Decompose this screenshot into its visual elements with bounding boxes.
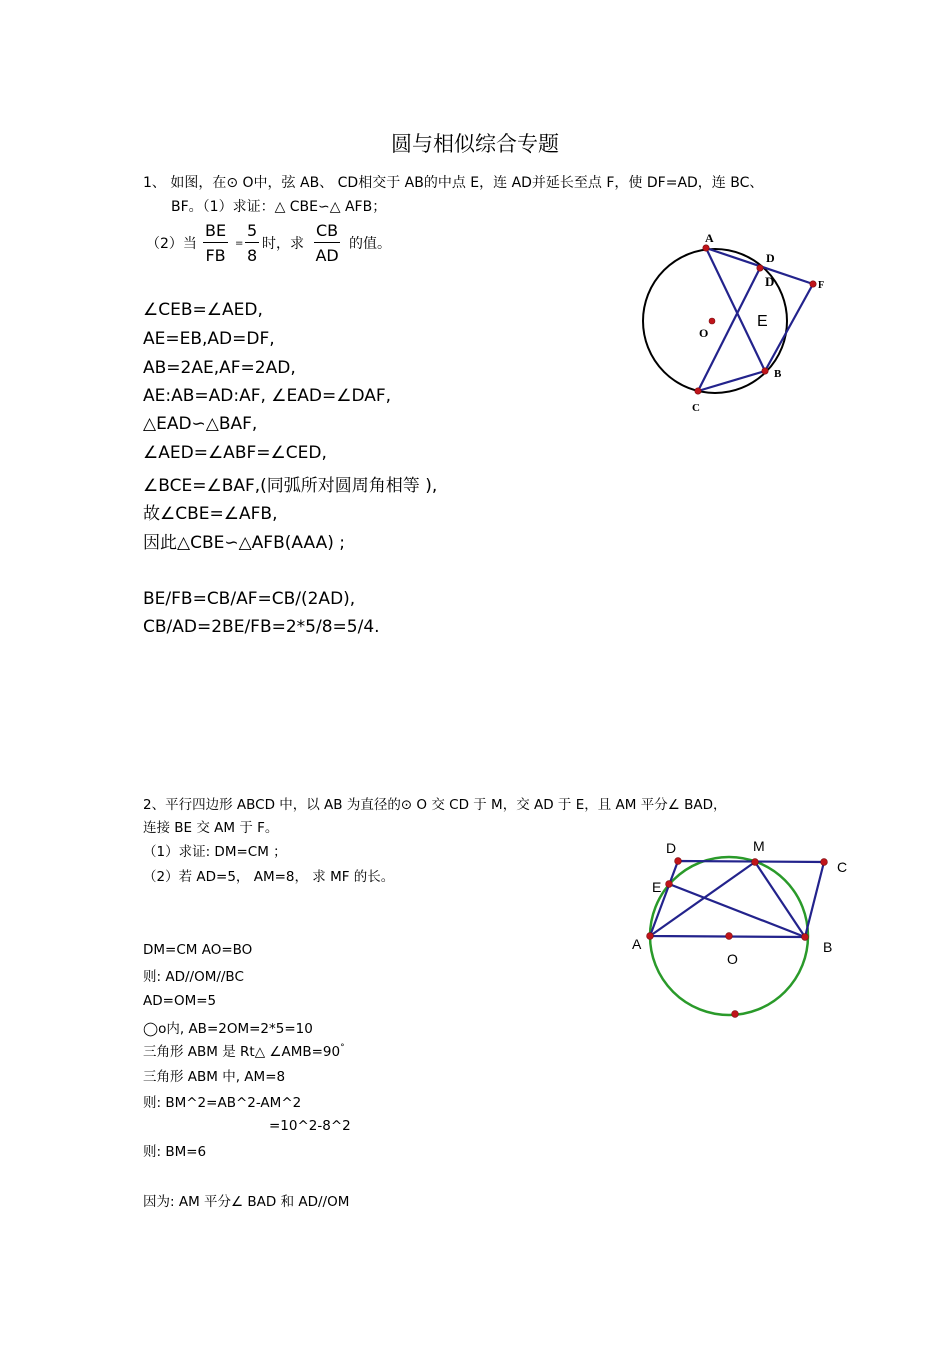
label-a: A bbox=[705, 231, 714, 245]
fraction-5-8 bbox=[245, 221, 259, 265]
point-a bbox=[703, 245, 709, 251]
solution1-line: AE:AB=AD:AF, ∠EAD=∠DAF, bbox=[143, 386, 392, 406]
point-bottom bbox=[732, 1011, 739, 1018]
point-c bbox=[695, 388, 701, 394]
solution2-line: AD=OM=5 bbox=[143, 993, 217, 1009]
label-f: F bbox=[818, 280, 825, 291]
point-m bbox=[752, 859, 759, 866]
segment-mb bbox=[755, 862, 805, 937]
problem1-line1: 1、 如图，在⊙ O中，弦 AB、 CD相交于 AB的中点 E，连 AD并延长至点 F，使 DF=AD，连 BC、 bbox=[143, 175, 764, 191]
label-o: O bbox=[727, 951, 738, 967]
solution1-line: BE/FB=CB/AF=CB/(2AD), bbox=[143, 589, 356, 609]
point-o bbox=[709, 318, 715, 324]
solution2-line bbox=[143, 1040, 345, 1060]
problem2-line1: 2、平行四边形 ABCD 中，以 AB 为直径的⊙ O 交 CD 于 M，交 AD 于 E，且 AM 平分∠ BAD， bbox=[143, 797, 727, 813]
solution2-line: 则: BM=6 bbox=[143, 1144, 207, 1160]
problem2-line3: （1）求证: DM=CM ； bbox=[143, 844, 287, 860]
problem1-q2-prefix: （2）当 bbox=[146, 236, 197, 252]
label-e: E bbox=[757, 313, 768, 330]
solution2-line: 三角形 ABM 中, AM=8 bbox=[143, 1069, 286, 1085]
point-b bbox=[762, 368, 768, 374]
solution2-line: =10^2-8^2 bbox=[269, 1118, 351, 1134]
solution1-line: ∠BCE=∠BAF,(同弧所对圆周角相等 ), bbox=[143, 476, 438, 496]
page-title: 圆与相似综合专题 bbox=[391, 132, 559, 156]
problem1-line2: BF。（1）求证：△ CBE∽△ AFB； bbox=[171, 199, 387, 215]
fraction-numerator: BE bbox=[203, 221, 228, 243]
point-a bbox=[647, 933, 654, 940]
segment-be bbox=[669, 884, 805, 937]
solution1-line: ∠CEB=∠AED, bbox=[143, 300, 263, 320]
solution2-line: 则: BM^2=AB^2-AM^2 bbox=[143, 1095, 302, 1111]
figure-1-circle-diagram bbox=[630, 225, 835, 420]
label-e: E bbox=[652, 879, 662, 895]
solution2-text: 三角形 ABM 是 Rt△ ∠AMB=90 bbox=[143, 1044, 341, 1060]
solution1-line: CB/AD=2BE/FB=2*5/8=5/4. bbox=[143, 617, 380, 637]
point-d bbox=[757, 265, 763, 271]
problem2-line4: （2）若 AD=5， AM=8， 求 MF 的长。 bbox=[143, 869, 395, 885]
label-m: M bbox=[753, 838, 765, 854]
problem1-q2-suffix: 的值。 bbox=[349, 236, 391, 252]
solution2-line: ◯o内, AB=2OM=2*5=10 bbox=[143, 1021, 313, 1037]
label-c: C bbox=[837, 859, 848, 875]
label-c: C bbox=[692, 402, 700, 414]
solution2-line: 则: AD//OM//BC bbox=[143, 969, 244, 985]
fraction-be-fb bbox=[203, 221, 228, 265]
point-c bbox=[821, 859, 828, 866]
solution2-line: 因为: AM 平分∠ BAD 和 AD//OM bbox=[143, 1194, 350, 1210]
fraction-denominator: 8 bbox=[247, 246, 258, 265]
solution1-line: AE=EB,AD=DF, bbox=[143, 329, 275, 349]
fraction-cb-ad bbox=[314, 221, 340, 265]
degree-sign: ° bbox=[340, 1043, 345, 1053]
label-b: B bbox=[774, 368, 782, 380]
solution1-line: 因此△CBE∽△AFB(AAA) ; bbox=[143, 533, 345, 553]
label-d: D bbox=[666, 840, 677, 856]
solution1-line: ∠AED=∠ABF=∠CED, bbox=[143, 443, 327, 463]
solution1-line: 故∠CBE=∠AFB, bbox=[143, 504, 278, 524]
equals-sign: = bbox=[235, 238, 244, 249]
label-d-secondary: D bbox=[765, 274, 775, 289]
label-b: B bbox=[823, 939, 833, 955]
solution2-line: DM=CM AO=BO bbox=[143, 942, 253, 958]
figure-2-parallelogram-diagram bbox=[625, 830, 855, 1025]
fraction-denominator: AD bbox=[315, 246, 339, 265]
fraction-numerator: CB bbox=[314, 221, 340, 243]
point-f bbox=[810, 281, 816, 287]
fraction-denominator: FB bbox=[205, 246, 226, 265]
segment-fb bbox=[765, 284, 813, 371]
chord-ab bbox=[706, 248, 765, 371]
segment-am bbox=[650, 862, 755, 936]
problem2-line2: 连接 BE 交 AM 于 F。 bbox=[143, 820, 279, 836]
label-o: O bbox=[699, 326, 709, 340]
point-d bbox=[675, 858, 682, 865]
label-a: A bbox=[632, 936, 642, 952]
point-o bbox=[726, 933, 733, 940]
solution1-line: AB=2AE,AF=2AD, bbox=[143, 358, 296, 378]
fraction-numerator: 5 bbox=[245, 221, 259, 243]
point-e bbox=[666, 881, 673, 888]
problem1-q2-mid: 时，求 bbox=[262, 236, 304, 252]
point-b bbox=[802, 934, 809, 941]
solution1-line: △EAD∽△BAF, bbox=[143, 414, 258, 434]
label-d: D bbox=[766, 251, 775, 265]
